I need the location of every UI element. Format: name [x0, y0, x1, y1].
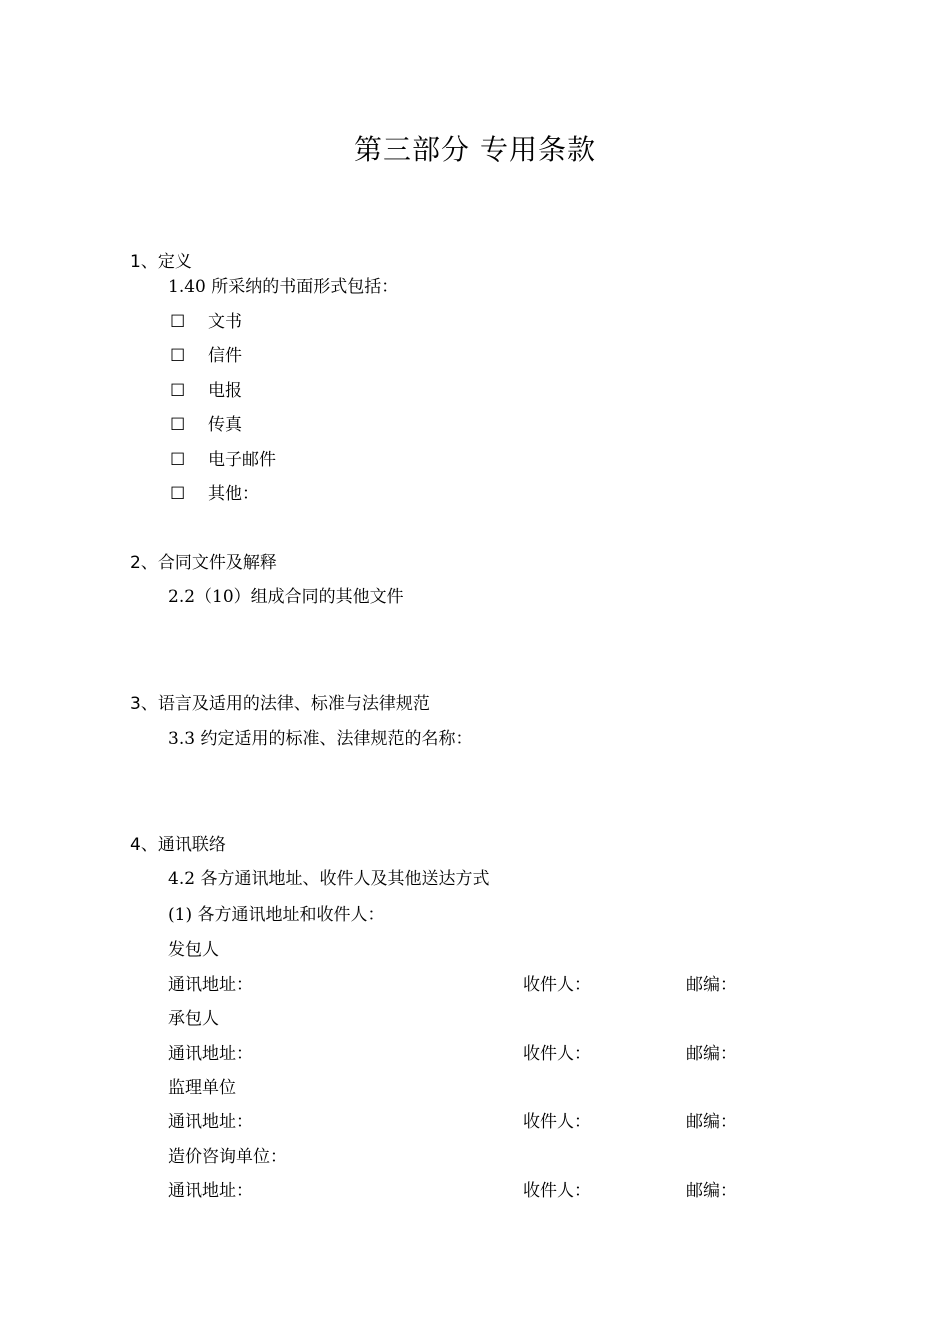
- recipient-label: 收件人：: [523, 1112, 591, 1132]
- checkbox[interactable]: ☐: [170, 484, 186, 504]
- checkbox[interactable]: ☐: [170, 312, 186, 332]
- option-label: 传真: [208, 415, 242, 435]
- address-label: 通讯地址：: [168, 1181, 253, 1201]
- option-label: 其他：: [208, 484, 259, 504]
- option-label: 信件: [208, 346, 242, 366]
- address-label: 通讯地址：: [168, 975, 253, 995]
- option-label: 电报: [208, 381, 242, 401]
- clause-4-2: 4.2 各方通讯地址、收件人及其他送达方式: [168, 869, 490, 889]
- option-row[interactable]: [170, 413, 242, 437]
- party-name: 造价咨询单位：: [168, 1147, 287, 1167]
- postcode-label: 邮编：: [686, 1044, 737, 1064]
- option-row[interactable]: [170, 448, 276, 472]
- checkbox[interactable]: ☐: [170, 415, 186, 435]
- recipient-label: 收件人：: [523, 975, 591, 995]
- address-label: 通讯地址：: [168, 1044, 253, 1064]
- option-row[interactable]: [170, 482, 259, 506]
- clause-2-2: 2.2（10）组成合同的其他文件: [168, 587, 404, 607]
- checkbox[interactable]: ☐: [170, 381, 186, 401]
- clause-3-3: 3.3 约定适用的标准、法律规范的名称：: [168, 729, 473, 749]
- checkbox[interactable]: ☐: [170, 346, 186, 366]
- recipient-label: 收件人：: [523, 1181, 591, 1201]
- section-heading-language-law: 3、语言及适用的法律、标准与法律规范: [130, 694, 430, 714]
- checkbox[interactable]: ☐: [170, 450, 186, 470]
- option-row[interactable]: [170, 344, 242, 368]
- option-label: 电子邮件: [208, 450, 276, 470]
- clause-4-2-1: (1) 各方通讯地址和收件人：: [168, 905, 385, 925]
- option-row[interactable]: [170, 379, 242, 403]
- option-label: 文书: [208, 312, 242, 332]
- option-row[interactable]: [170, 310, 242, 334]
- postcode-label: 邮编：: [686, 1181, 737, 1201]
- section-heading-definitions: 1、定义: [130, 252, 192, 272]
- party-name: 承包人: [168, 1009, 219, 1029]
- section-heading-communication: 4、通讯联络: [130, 835, 226, 855]
- clause-1-40: 1.40 所采纳的书面形式包括：: [168, 277, 399, 297]
- address-label: 通讯地址：: [168, 1112, 253, 1132]
- section-heading-contract-docs: 2、合同文件及解释: [130, 553, 277, 573]
- party-name: 发包人: [168, 940, 219, 960]
- party-name: 监理单位: [168, 1078, 236, 1098]
- postcode-label: 邮编：: [686, 1112, 737, 1132]
- page-title: 第三部分 专用条款: [354, 133, 596, 166]
- recipient-label: 收件人：: [523, 1044, 591, 1064]
- postcode-label: 邮编：: [686, 975, 737, 995]
